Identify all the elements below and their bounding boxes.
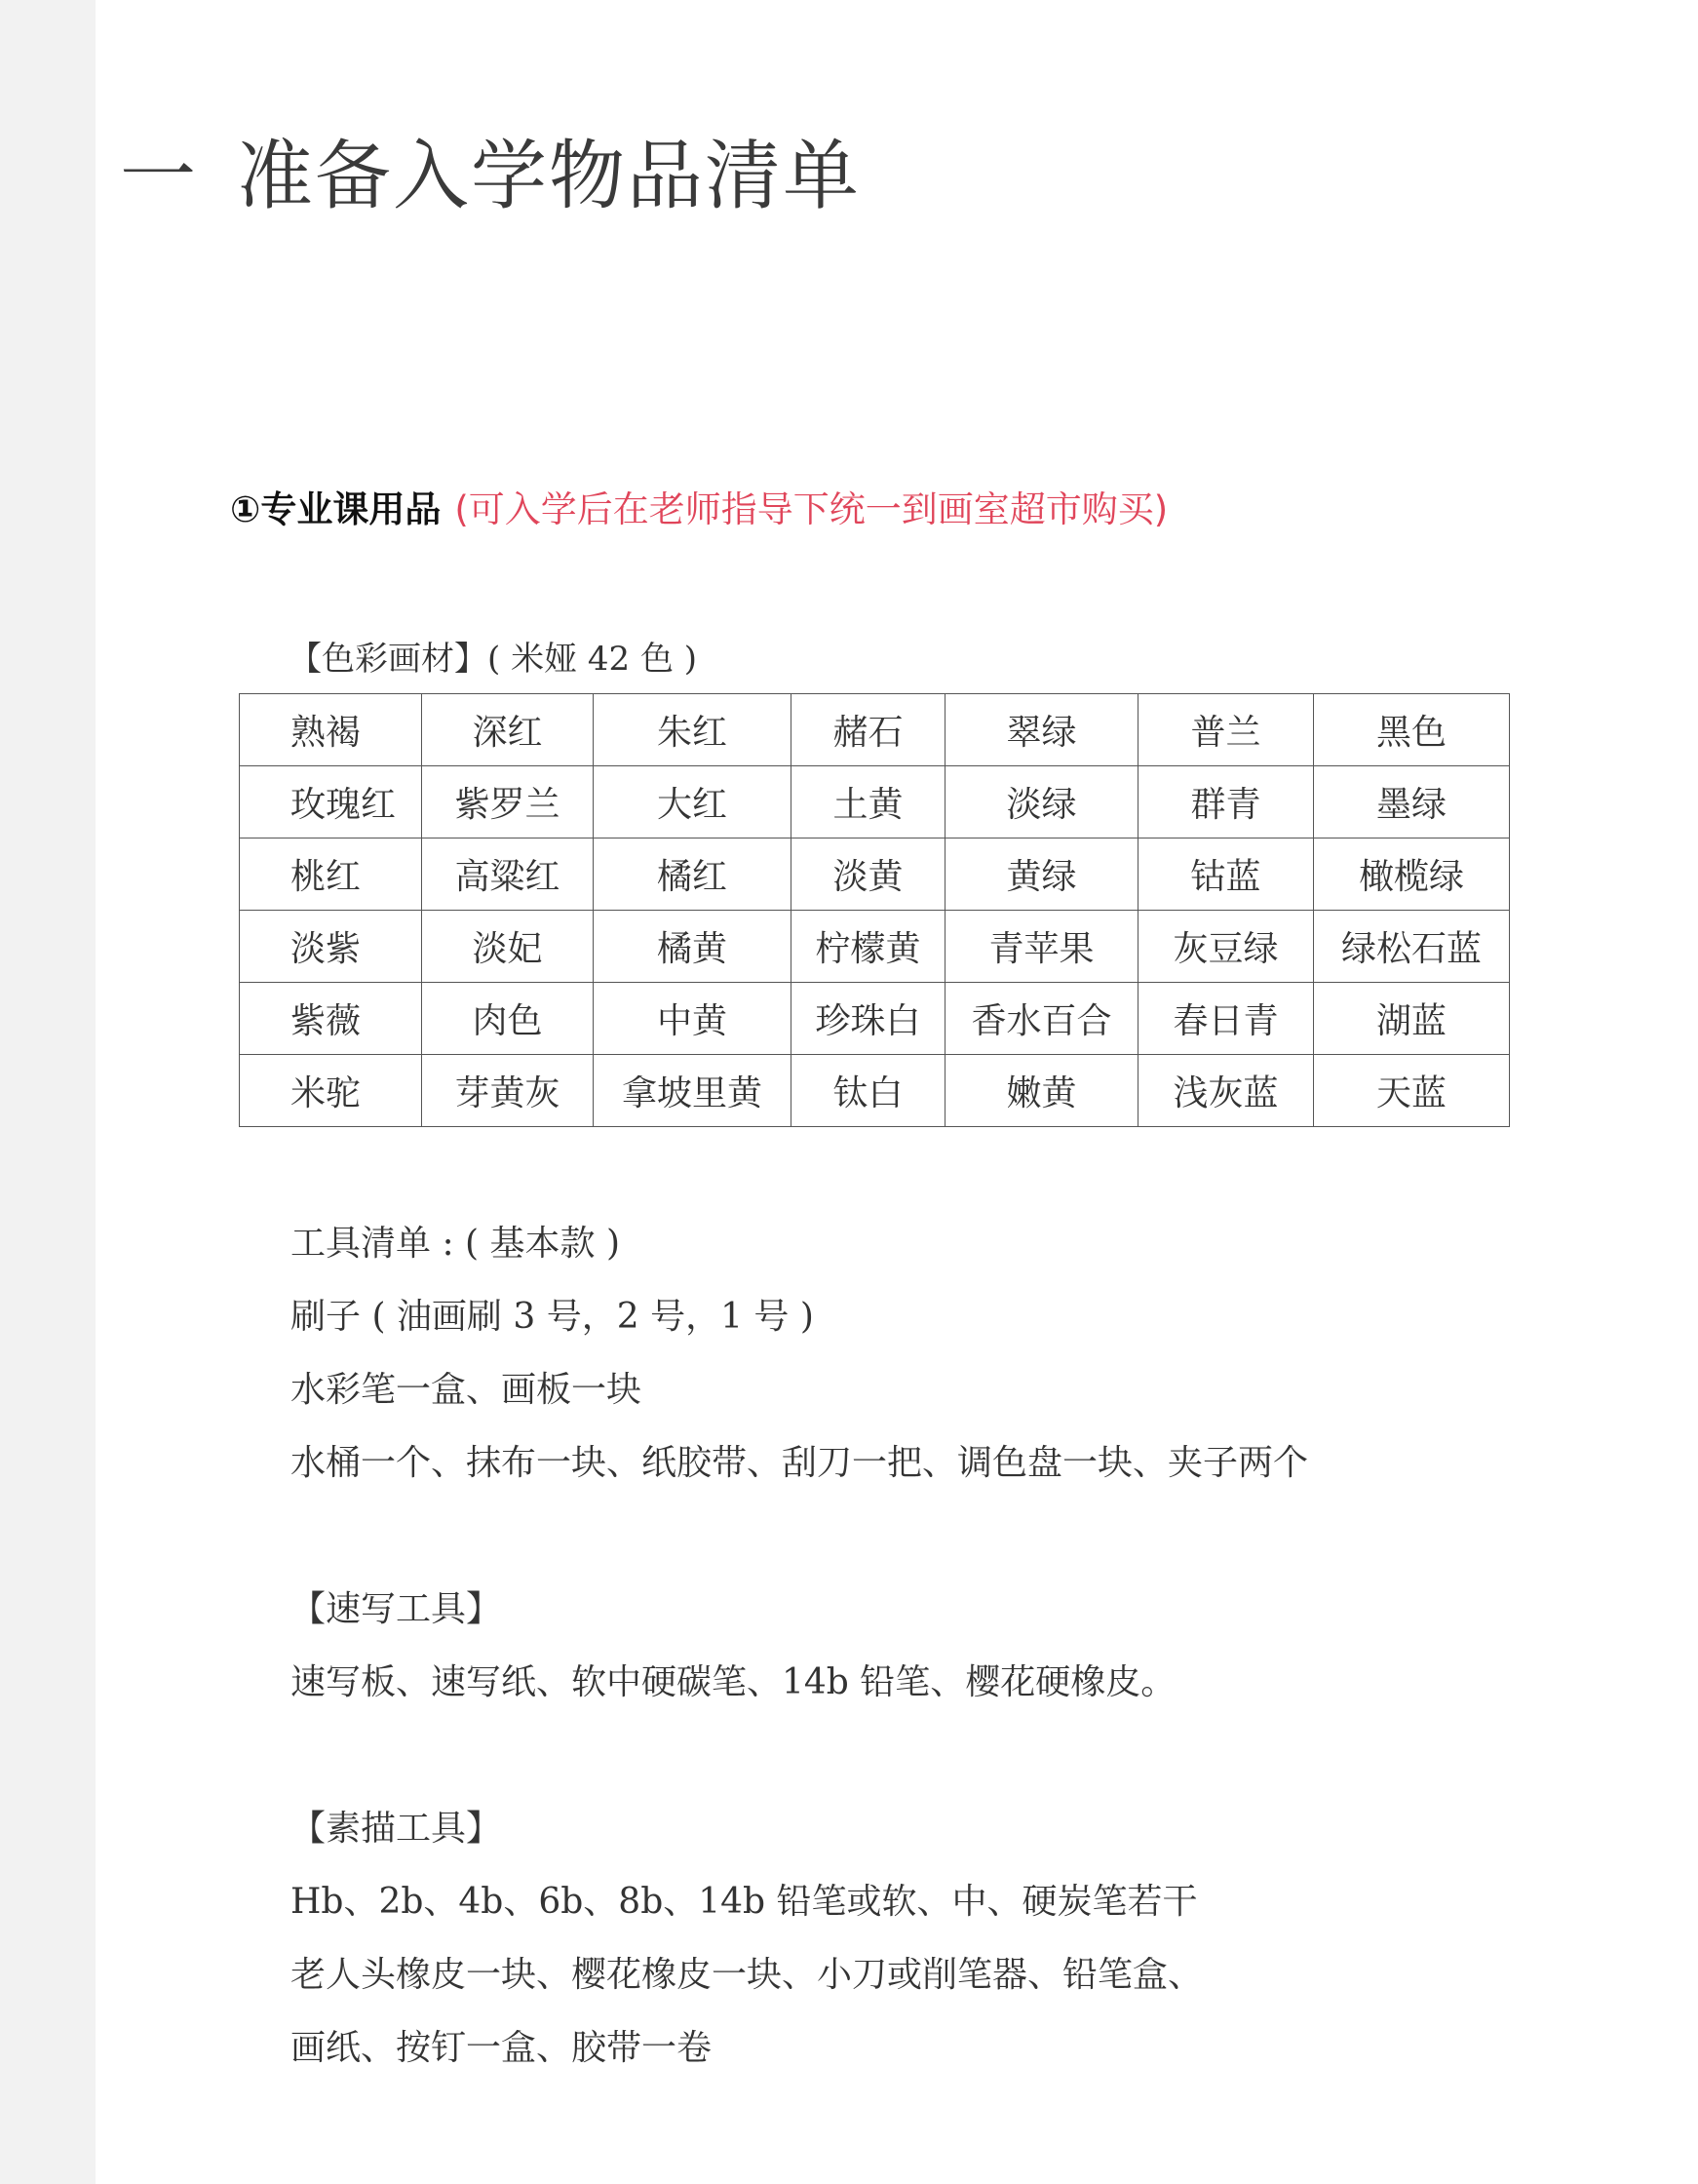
color-materials-table	[239, 693, 1510, 1127]
table-cell: 紫罗兰	[422, 766, 594, 838]
table-cell: 芽黄灰	[422, 1055, 594, 1127]
table-cell: 嫩黄	[945, 1055, 1138, 1127]
tools-line-accessories: 水桶一个、抹布一块、纸胶带、刮刀一把、调色盘一块、夹子两个	[290, 1443, 1309, 1483]
section-lead: ①专业课用品	[230, 488, 442, 530]
table-cell: 玫瑰红	[240, 766, 422, 838]
section-heading	[230, 488, 1169, 530]
table-cell: 肉色	[422, 983, 594, 1055]
drawing-tools-label: 【素描工具】	[290, 1809, 502, 1849]
table-cell: 灰豆绿	[1138, 911, 1314, 983]
page-title	[120, 133, 862, 220]
table-cell: 淡黄	[791, 838, 945, 911]
table-cell: 群青	[1138, 766, 1314, 838]
table-cell: 赭石	[791, 694, 945, 766]
table-cell: 深红	[422, 694, 594, 766]
table-cell: 浅灰蓝	[1138, 1055, 1314, 1127]
tools-line-brushes: 刷子 ( 油画刷 3 号，2 号，1 号 )	[290, 1297, 814, 1337]
table-cell: 淡绿	[945, 766, 1138, 838]
table-row	[240, 1055, 1510, 1127]
sketch-tools-label: 【速写工具】	[290, 1589, 502, 1629]
table-cell: 米驼	[240, 1055, 422, 1127]
table-cell: 普兰	[1138, 694, 1314, 766]
drawing-tools-line-paper: 画纸、按钉一盒、胶带一卷	[290, 2028, 713, 2068]
table-cell: 湖蓝	[1314, 983, 1510, 1055]
table-cell: 香水百合	[945, 983, 1138, 1055]
tools-label: 工具清单 : ( 基本款 )	[290, 1224, 620, 1264]
table-row	[240, 694, 1510, 766]
table-cell: 钴蓝	[1138, 838, 1314, 911]
table-cell: 春日青	[1138, 983, 1314, 1055]
table-cell: 柠檬黄	[791, 911, 945, 983]
drawing-tools-line-erasers: 老人头橡皮一块、樱花橡皮一块、小刀或削笔器、铅笔盒、	[290, 1955, 1204, 1995]
table-cell: 橘黄	[594, 911, 791, 983]
table-row	[240, 911, 1510, 983]
tools-line-watercolor: 水彩笔一盒、画板一块	[290, 1370, 642, 1410]
drawing-tools-line-pencils: Hb、2b、4b、6b、8b、14b 铅笔或软、中、硬炭笔若干	[290, 1882, 1198, 1922]
table-cell: 墨绿	[1314, 766, 1510, 838]
table-cell: 钛白	[791, 1055, 945, 1127]
table-cell: 天蓝	[1314, 1055, 1510, 1127]
table-cell: 高粱红	[422, 838, 594, 911]
sketch-tools-line: 速写板、速写纸、软中硬碳笔、14b 铅笔、樱花硬橡皮。	[290, 1662, 1177, 1702]
table-cell: 朱红	[594, 694, 791, 766]
table-cell: 淡紫	[240, 911, 422, 983]
table-cell: 紫薇	[240, 983, 422, 1055]
table-cell: 橄榄绿	[1314, 838, 1510, 911]
title-text: 准备入学物品清单	[237, 133, 862, 220]
table-cell: 拿坡里黄	[594, 1055, 791, 1127]
table-cell: 中黄	[594, 983, 791, 1055]
table-row	[240, 766, 1510, 838]
section-note: (可入学后在老师指导下统一到画室超市购买)	[454, 488, 1169, 530]
table-cell: 翠绿	[945, 694, 1138, 766]
title-dash: 一	[120, 133, 199, 220]
color-materials-label: 【色彩画材】( 米娅 42 色 )	[289, 640, 698, 679]
table-row	[240, 983, 1510, 1055]
table-cell: 桃红	[240, 838, 422, 911]
table-cell: 熟褐	[240, 694, 422, 766]
table-cell: 珍珠白	[791, 983, 945, 1055]
table-cell: 淡妃	[422, 911, 594, 983]
table-cell: 黄绿	[945, 838, 1138, 911]
table-cell: 土黄	[791, 766, 945, 838]
table-cell: 大红	[594, 766, 791, 838]
table-cell: 橘红	[594, 838, 791, 911]
table-row	[240, 838, 1510, 911]
table-cell: 绿松石蓝	[1314, 911, 1510, 983]
table-cell: 青苹果	[945, 911, 1138, 983]
table-cell: 黑色	[1314, 694, 1510, 766]
